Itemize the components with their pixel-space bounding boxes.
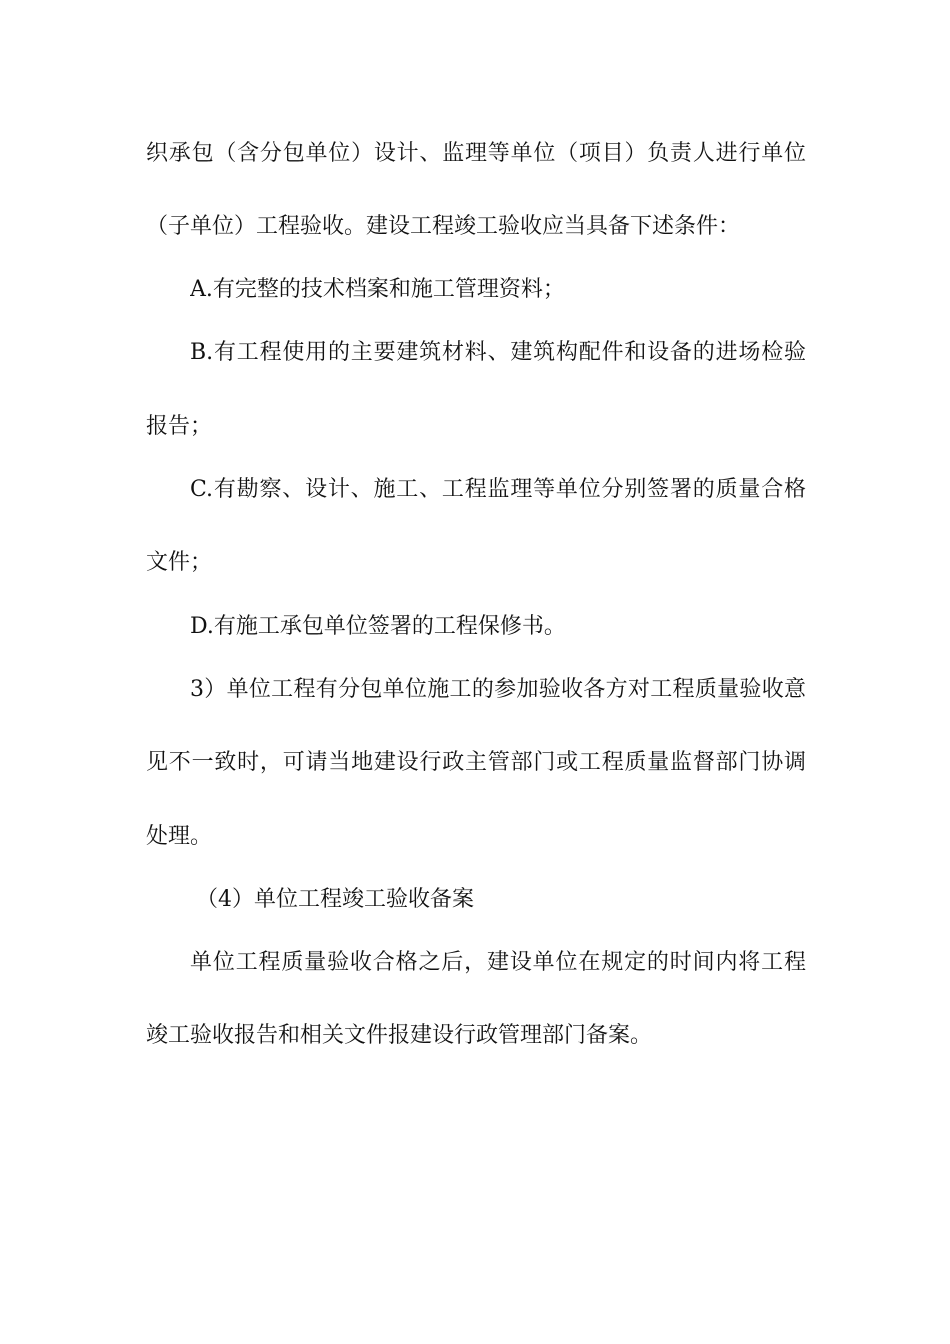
- paragraph-line: 见不一致时，可请当地建设行政主管部门或工程质量监督部门协调: [146, 750, 806, 775]
- list-item-c-continuation: 文件；: [146, 550, 213, 575]
- list-item-c: C.有勘察、设计、施工、工程监理等单位分别签署的质量合格: [190, 477, 806, 502]
- list-item-b-continuation: 报告；: [146, 414, 213, 439]
- paragraph-line: 织承包（含分包单位）设计、监理等单位（项目）负责人进行单位: [146, 141, 806, 166]
- paragraph-line: 3）单位工程有分包单位施工的参加验收各方对工程质量验收意: [190, 677, 806, 702]
- list-item-a: A.有完整的技术档案和施工管理资料；: [190, 277, 565, 302]
- section-heading: （4）单位工程竣工验收备案: [196, 887, 474, 912]
- list-item-b: B.有工程使用的主要建筑材料、建筑构配件和设备的进场检验: [190, 340, 806, 365]
- paragraph-line: 单位工程质量验收合格之后，建设单位在规定的时间内将工程: [190, 950, 806, 975]
- list-item-d: D.有施工承包单位签署的工程保修书。: [190, 614, 566, 639]
- paragraph-line: 竣工验收报告和相关文件报建设行政管理部门备案。: [146, 1023, 653, 1048]
- paragraph-line: 处理。: [146, 824, 213, 849]
- paragraph-line: （子单位）工程验收。建设工程竣工验收应当具备下述条件：: [146, 214, 741, 239]
